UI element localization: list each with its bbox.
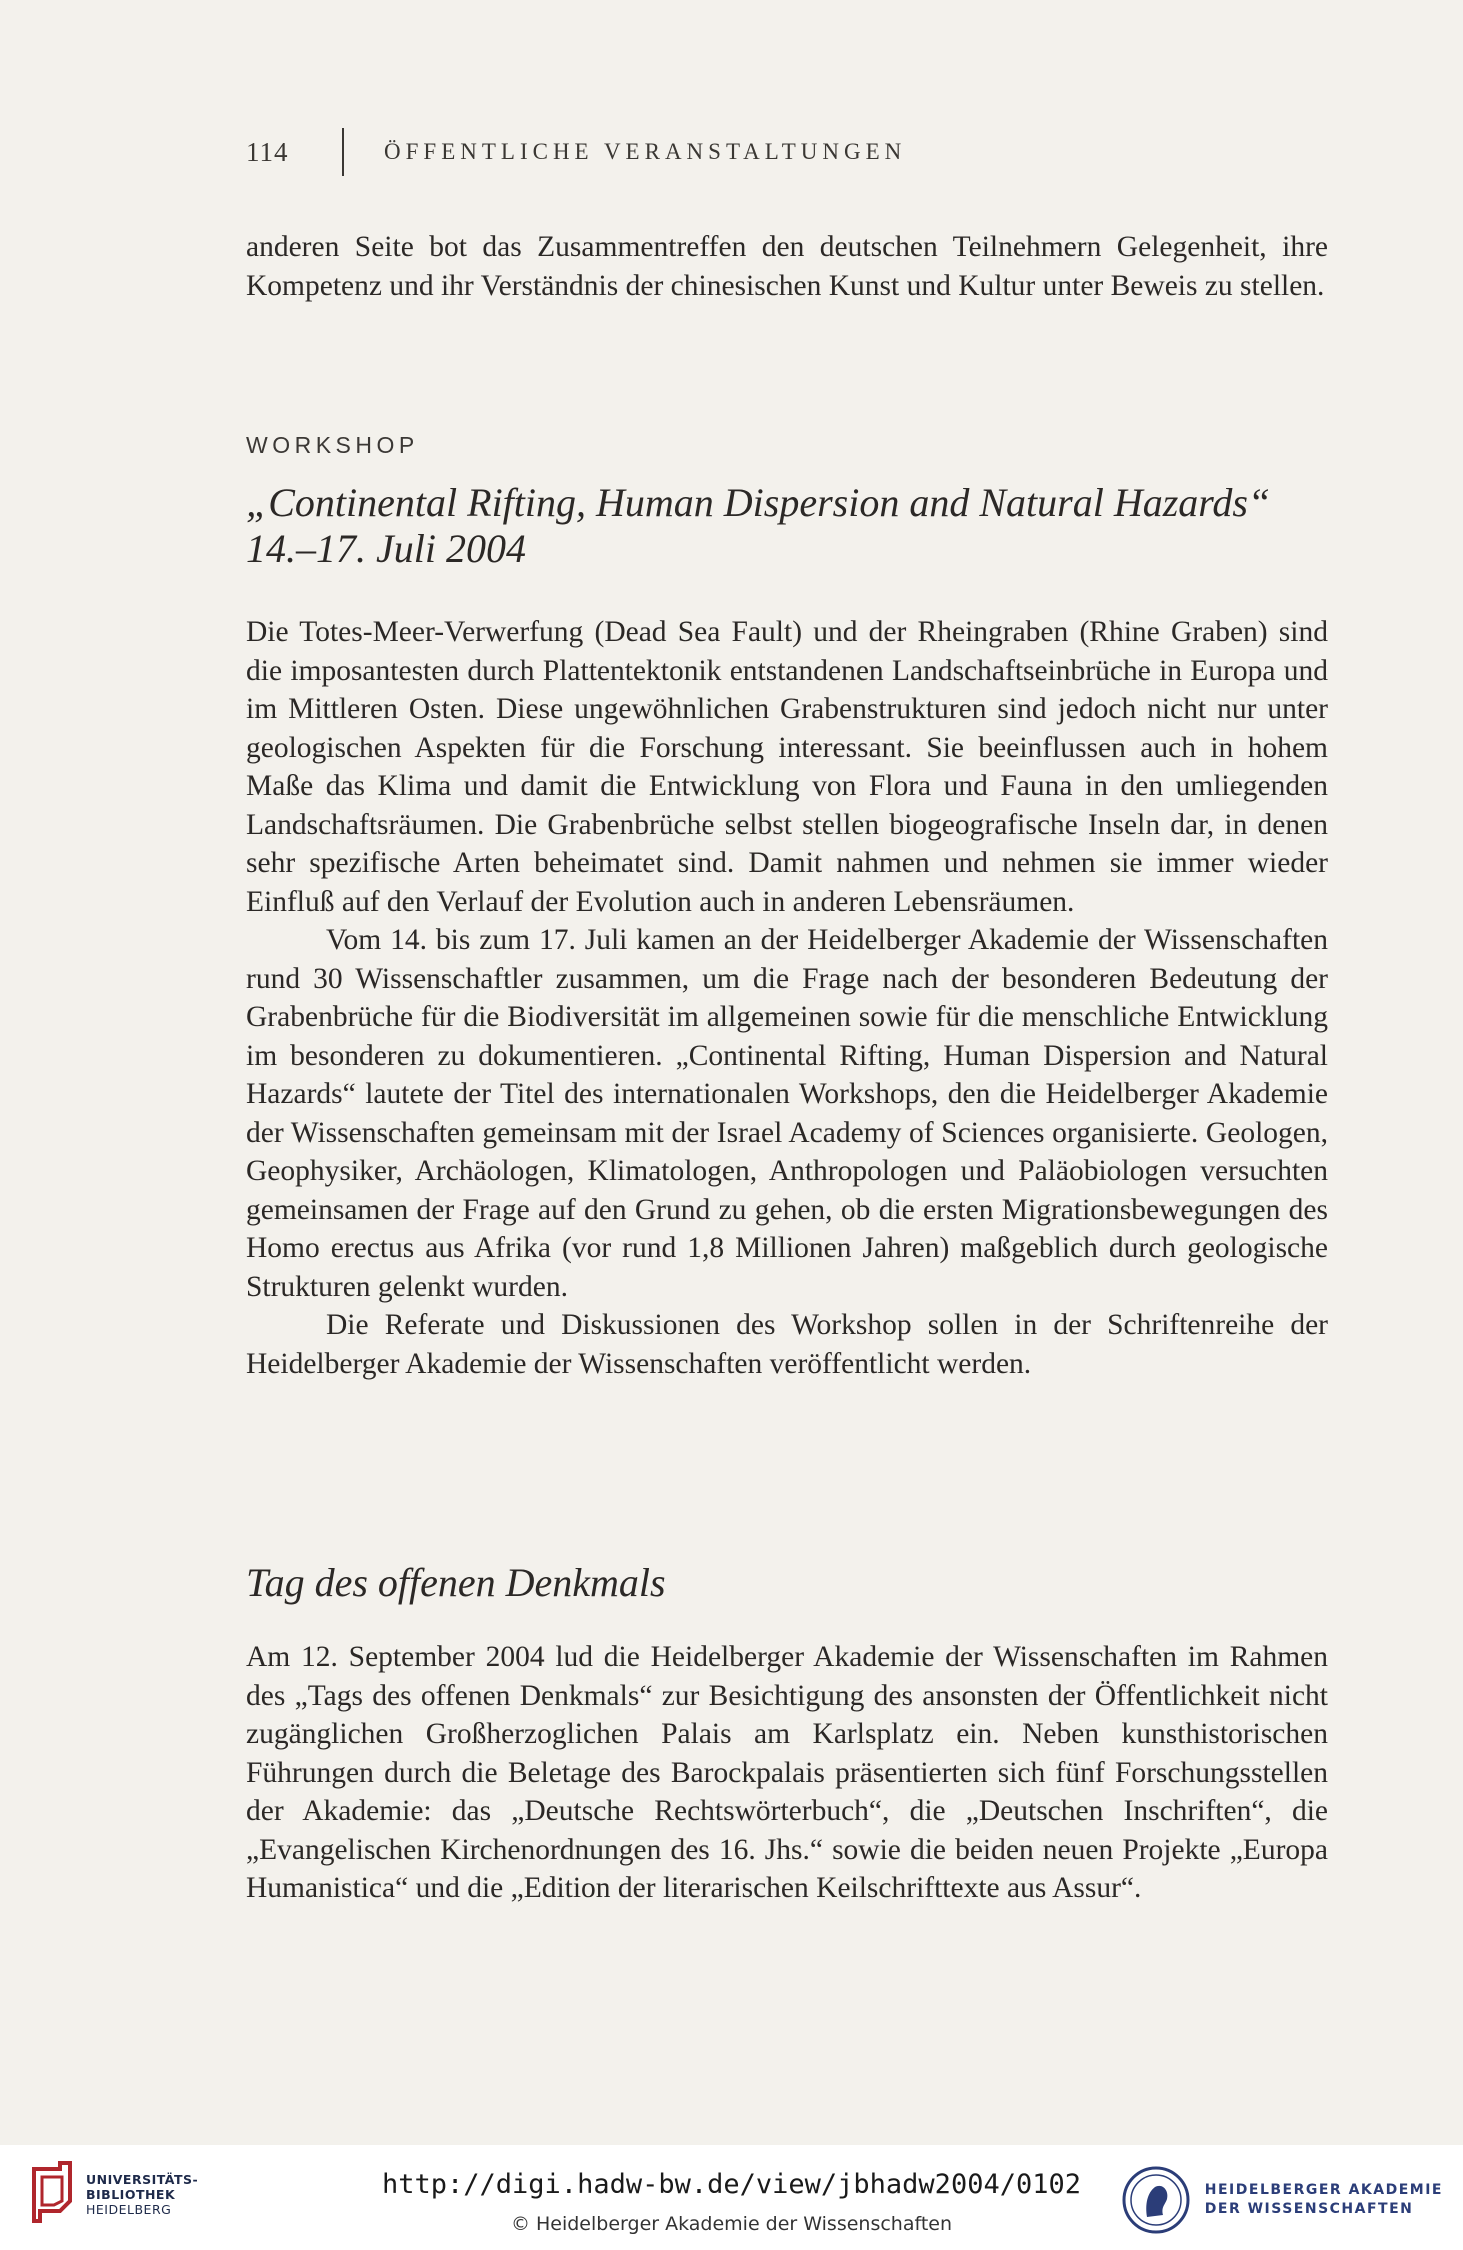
workshop-body	[246, 613, 1328, 1383]
workshop-paragraph-2: Vom 14. bis zum 17. Juli kamen an der Heidelberger Akademie der Wissenschaften rund 30 Wissenschaftler zusammen, um die Frage nach der besonderen Bedeutung der Grabenbrüche für die Biodiversität im allgemeinen sowie für die menschliche Entwicklung im besonderen zu dokumentieren. „Continental Rifting, Human Dispersion and Natural Hazards“ lautete der Titel des internationalen Workshops, den die Heidelberger Akademie der Wissenschaften gemeinsam mit der Israel Academy of Sciences organisierte. Geologen, Geophysiker, Archäologen, Klimatologen, Anthropologen und Paläobiologen versuchten gemeinsamen der Frage auf den Grund zu gehen, ob die ersten Migrationsbewegungen des Homo erectus aus Afrika (vor rund 1,8 Millionen Jahren) maßgeblich durch geologische Strukturen gelenkt wurden.	[246, 924, 1328, 1303]
section-title: ÖFFENTLICHE VERANSTALTUNGEN	[384, 139, 907, 164]
workshop-label: WORKSHOP	[246, 432, 419, 458]
copyright-notice: © Heidelberger Akademie der Wissenschaften	[510, 2213, 953, 2235]
denkmal-paragraph: Am 12. September 2004 lud die Heidelberger Akademie der Wissenschaften im Rahmen des „Tags des offenen Denkmals“ zur Besichtigung des ansonsten der Öffentlichkeit nicht zugänglichen Großherzoglichen Palais am Karlsplatz ein. Neben kunsthistorischen Führungen durch die Beletage des Barockpalais präsentierten sich fünf Forschungsstellen der Akademie: das „Deutsche Rechtswörterbuch“, die „Deutschen Inschriften“, die „Evangelischen Kirchenordnungen des 16. Jhs.“ sowie die beiden neuen Projekte „Europa Humanistica“ und die „Edition der literarischen Keilschrifttexte aus Assur“.	[246, 1641, 1328, 1904]
page-number: 114	[246, 136, 289, 167]
permalink-url[interactable]: http://digi.hadw-bw.de/view/jbhadw2004/0102	[382, 2169, 1081, 2200]
header-divider	[342, 128, 344, 176]
denkmal-body	[246, 1638, 1328, 1908]
academy-seal-icon	[1121, 2165, 1191, 2235]
running-head	[246, 130, 906, 174]
workshop-title-text: „Continental Rifting, Human Dispersion and Natural Hazards“	[246, 480, 1271, 525]
library-name-line3: HEIDELBERG	[86, 2201, 172, 2217]
digitization-footer	[0, 2145, 1463, 2250]
intro-paragraph: anderen Seite bot das Zusammentreffen den deutschen Teilnehmern Gelegenheit, ihre Kompetenz und ihr Verständnis der chinesischen Kunst und Kultur unter Beweis zu stellen.	[246, 231, 1328, 302]
workshop-title	[246, 480, 1270, 572]
library-name-line1: UNIVERSITÄTS-	[86, 2171, 199, 2187]
intro-paragraph-block	[246, 228, 1328, 305]
workshop-paragraph-1: Die Totes-Meer-Verwerfung (Dead Sea Fault) und der Rheingraben (Rhine Graben) sind die imposantesten durch Plattentektonik entstandenen Landschaftseinbrüche in Europa und im Mittleren Osten. Diese ungewöhnlichen Grabenstrukturen sind jedoch nicht nur unter geologischen Aspekten für die Forschung interessant. Sie beeinflussen auch in hohem Maße das Klima und damit die Entwicklung von Flora und Fauna in den umliegenden Landschaftsräumen. Die Grabenbrüche selbst stellen biogeografische Inseln dar, in denen sehr spezifische Arten beheimatet sind. Damit nahmen und nehmen sie immer wieder Einfluß auf den Verlauf der Evolution auch in anderen Lebensräumen.	[246, 616, 1328, 918]
academy-name-line1: HEIDELBERGER AKADEMIE	[1204, 2182, 1443, 2198]
denkmal-title: Tag des offenen Denkmals	[246, 1560, 666, 1605]
library-name-line2: BIBLIOTHEK	[86, 2186, 176, 2202]
academy-name-line2: DER WISSENSCHAFTEN	[1204, 2201, 1414, 2217]
workshop-paragraph-3: Die Referate und Diskussionen des Workshop sollen in der Schriftenreihe der Heidelberger Akademie der Wissenschaften veröffentlicht werden.	[246, 1309, 1328, 1380]
academy-logo[interactable]	[1121, 2165, 1443, 2235]
workshop-date: 14.–17. Juli 2004	[246, 526, 526, 571]
